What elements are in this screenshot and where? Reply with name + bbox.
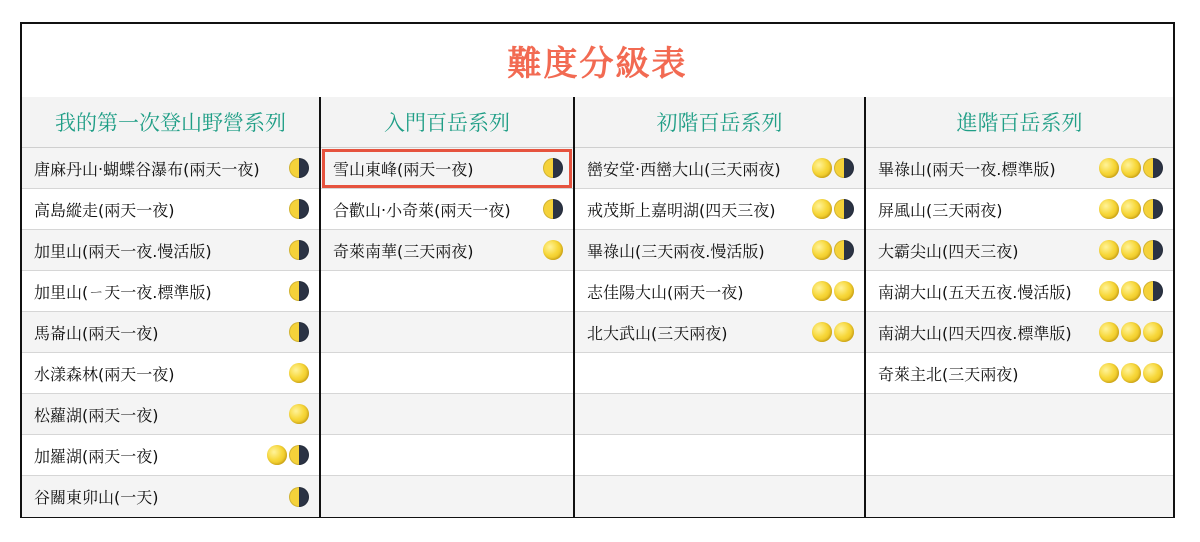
table-row[interactable] (321, 148, 573, 189)
half-moon-icon (1143, 199, 1163, 219)
trip-name: 戒茂斯上嘉明湖(四天三夜) (587, 200, 776, 220)
series-elementary-baiyue-column (573, 97, 864, 516)
half-moon-icon (289, 281, 309, 301)
series-columns (22, 97, 1173, 516)
column-header: 入門百岳系列 (321, 97, 573, 148)
difficulty-rating (1099, 281, 1163, 301)
full-moon-icon (1121, 199, 1141, 219)
difficulty-rating (812, 322, 854, 342)
table-row (321, 353, 573, 394)
difficulty-rating (543, 158, 563, 178)
table-row[interactable] (22, 148, 319, 189)
full-moon-icon (834, 281, 854, 301)
full-moon-icon (834, 322, 854, 342)
difficulty-rating (543, 240, 563, 260)
full-moon-icon (812, 240, 832, 260)
trip-name: 畢祿山(三天兩夜.慢活版) (587, 241, 765, 261)
trip-name: 雪山東峰(兩天一夜) (333, 159, 474, 179)
table-row[interactable] (866, 189, 1173, 230)
full-moon-icon (1099, 322, 1119, 342)
full-moon-icon (543, 240, 563, 260)
difficulty-rating (543, 199, 563, 219)
table-row[interactable] (22, 312, 319, 353)
trip-name: 大霸尖山(四天三夜) (878, 241, 1019, 261)
full-moon-icon (1121, 322, 1141, 342)
half-moon-icon (1143, 281, 1163, 301)
table-row (575, 353, 864, 394)
difficulty-rating (289, 363, 309, 383)
half-moon-icon (289, 199, 309, 219)
half-moon-icon (1143, 158, 1163, 178)
full-moon-icon (1121, 363, 1141, 383)
column-rows (321, 148, 573, 517)
table-row (321, 312, 573, 353)
trip-name: 志佳陽大山(兩天一夜) (587, 282, 744, 302)
column-header: 我的第一次登山野營系列 (22, 97, 319, 148)
difficulty-rating (1099, 363, 1163, 383)
difficulty-rating (289, 240, 309, 260)
half-moon-icon (289, 445, 309, 465)
column-rows (22, 148, 319, 517)
difficulty-rating (267, 445, 309, 465)
full-moon-icon (289, 404, 309, 424)
table-row[interactable] (866, 230, 1173, 271)
table-row (866, 394, 1173, 435)
half-moon-icon (834, 199, 854, 219)
table-row[interactable] (866, 148, 1173, 189)
column-header: 進階百岳系列 (866, 97, 1173, 148)
table-row (575, 476, 864, 517)
table-row[interactable] (22, 189, 319, 230)
full-moon-icon (1121, 158, 1141, 178)
full-moon-icon (267, 445, 287, 465)
trip-name: 高島縱走(兩天一夜) (34, 200, 175, 220)
table-row[interactable] (22, 476, 319, 517)
difficulty-rating (289, 322, 309, 342)
table-row[interactable] (866, 353, 1173, 394)
table-row[interactable] (22, 435, 319, 476)
difficulty-rating (812, 158, 854, 178)
full-moon-icon (1143, 363, 1163, 383)
trip-name: 畢祿山(兩天一夜.標準版) (878, 159, 1056, 179)
full-moon-icon (1099, 199, 1119, 219)
table-row[interactable] (575, 148, 864, 189)
table-row[interactable] (575, 230, 864, 271)
half-moon-icon (543, 199, 563, 219)
half-moon-icon (289, 240, 309, 260)
trip-name: 唐麻丹山‧蝴蝶谷瀑布(兩天一夜) (34, 159, 260, 179)
title-row (22, 24, 1173, 98)
table-row[interactable] (866, 271, 1173, 312)
difficulty-rating (812, 281, 854, 301)
table-row (866, 476, 1173, 517)
series-first-camping-column (22, 97, 319, 516)
table-row (866, 435, 1173, 476)
table-row[interactable] (575, 312, 864, 353)
table-row[interactable] (22, 271, 319, 312)
trip-name: 加里山(兩天一夜.慢活版) (34, 241, 212, 261)
table-row[interactable] (321, 189, 573, 230)
full-moon-icon (1099, 240, 1119, 260)
trip-name: 北大武山(三天兩夜) (587, 323, 728, 343)
column-rows (575, 148, 864, 517)
difficulty-rating (289, 281, 309, 301)
table-row[interactable] (321, 230, 573, 271)
half-moon-icon (289, 322, 309, 342)
full-moon-icon (812, 158, 832, 178)
trip-name: 合歡山‧小奇萊(兩天一夜) (333, 200, 511, 220)
trip-name: 南湖大山(四天四夜.標準版) (878, 323, 1072, 343)
full-moon-icon (1121, 281, 1141, 301)
table-row (321, 435, 573, 476)
trip-name: 屏風山(三天兩夜) (878, 200, 1003, 220)
trip-name: 谷關東卯山(一天) (34, 488, 159, 507)
half-moon-icon (543, 158, 563, 178)
trip-name: 南湖大山(五天五夜.慢活版) (878, 282, 1072, 302)
full-moon-icon (812, 199, 832, 219)
difficulty-rating (289, 487, 309, 507)
half-moon-icon (834, 158, 854, 178)
series-advanced-baiyue-column (864, 97, 1173, 516)
table-row[interactable] (22, 353, 319, 394)
table-row[interactable] (575, 189, 864, 230)
half-moon-icon (289, 487, 309, 507)
difficulty-rating (812, 240, 854, 260)
half-moon-icon (834, 240, 854, 260)
difficulty-rating (289, 199, 309, 219)
table-row[interactable] (575, 271, 864, 312)
trip-name: 馬崙山(兩天一夜) (34, 323, 159, 343)
full-moon-icon (1099, 363, 1119, 383)
trip-name: 巒安堂‧西巒大山(三天兩夜) (587, 159, 781, 179)
full-moon-icon (1099, 158, 1119, 178)
full-moon-icon (289, 363, 309, 383)
table-row[interactable] (866, 312, 1173, 353)
difficulty-table (20, 22, 1175, 518)
table-row[interactable] (22, 230, 319, 271)
table-row (321, 271, 573, 312)
table-row (575, 394, 864, 435)
table-row (575, 435, 864, 476)
difficulty-rating (1099, 158, 1163, 178)
trip-name: 水漾森林(兩天一夜) (34, 364, 175, 384)
table-row (321, 394, 573, 435)
table-row (321, 476, 573, 517)
difficulty-rating (289, 158, 309, 178)
full-moon-icon (1099, 281, 1119, 301)
trip-name: 松蘿湖(兩天一夜) (34, 405, 159, 425)
difficulty-rating (289, 404, 309, 424)
half-moon-icon (289, 158, 309, 178)
column-rows (866, 148, 1173, 517)
table-title: 難度分級表 (507, 44, 688, 84)
trip-name: 加里山(ㄧ天一夜.標準版) (34, 282, 212, 302)
difficulty-rating (1099, 199, 1163, 219)
difficulty-rating (1099, 322, 1163, 342)
full-moon-icon (812, 281, 832, 301)
difficulty-rating (1099, 240, 1163, 260)
full-moon-icon (1143, 322, 1163, 342)
difficulty-rating (812, 199, 854, 219)
series-beginner-baiyue-column (319, 97, 573, 516)
trip-name: 奇萊主北(三天兩夜) (878, 364, 1019, 384)
half-moon-icon (1143, 240, 1163, 260)
full-moon-icon (1121, 240, 1141, 260)
trip-name: 加羅湖(兩天一夜) (34, 446, 159, 466)
trip-name: 奇萊南華(三天兩夜) (333, 241, 474, 261)
full-moon-icon (812, 322, 832, 342)
table-row[interactable] (22, 394, 319, 435)
column-header: 初階百岳系列 (575, 97, 864, 148)
